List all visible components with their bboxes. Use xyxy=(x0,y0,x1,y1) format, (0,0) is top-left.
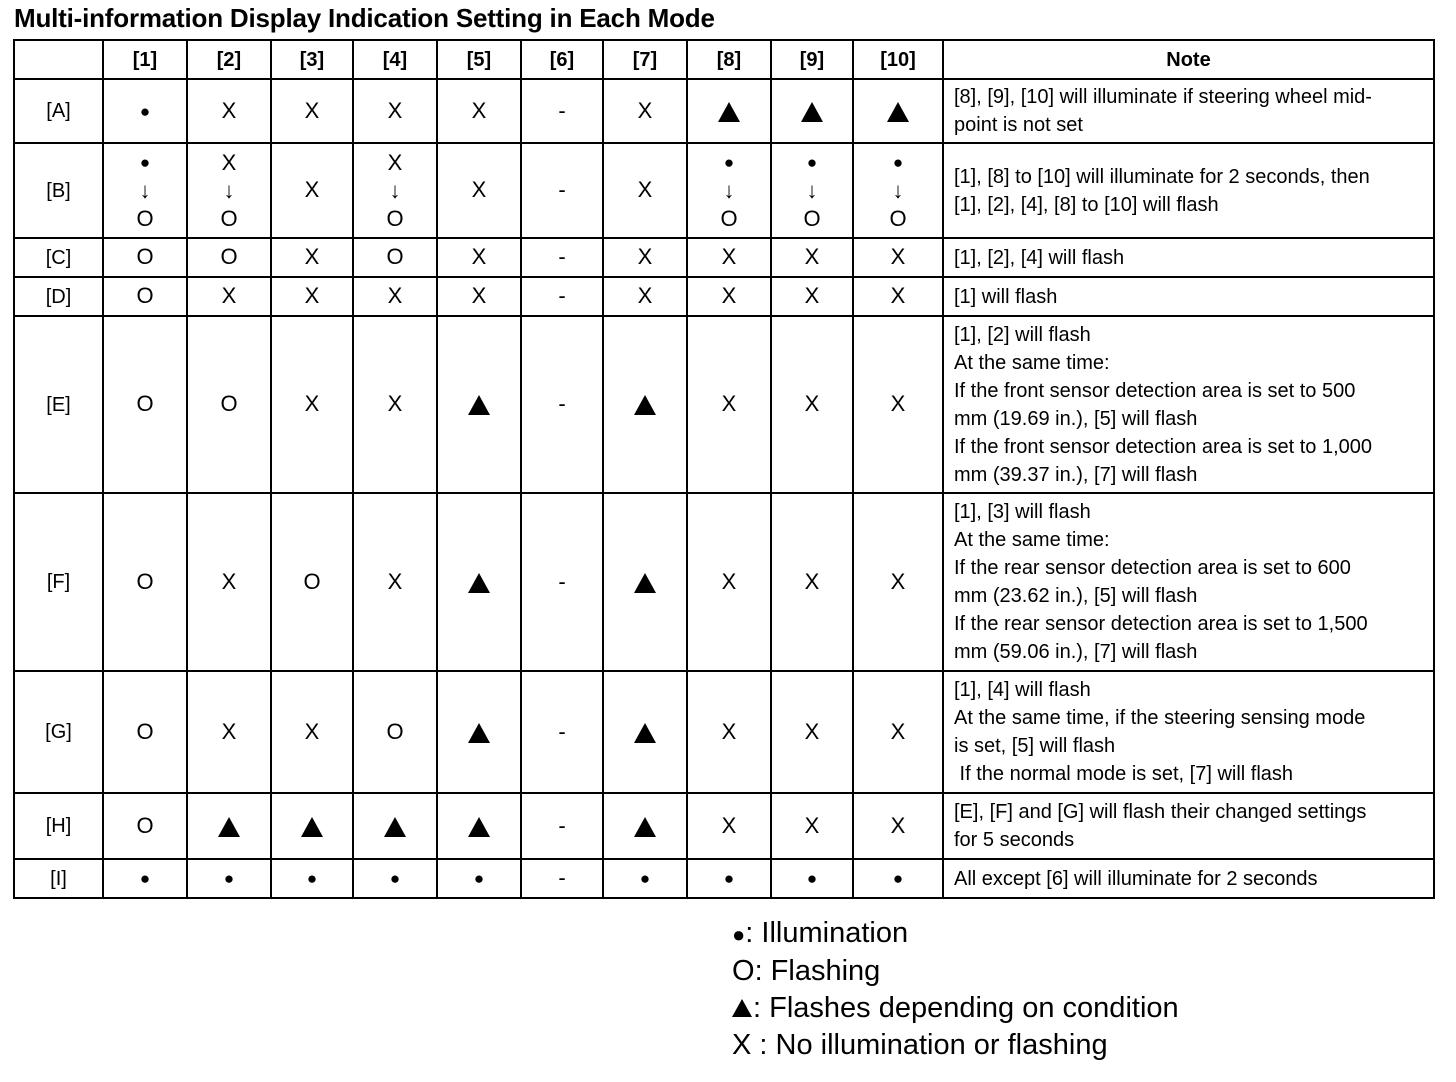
no-illumination-symbol: X xyxy=(637,283,653,308)
indicator-cell xyxy=(353,793,437,859)
no-illumination-symbol: X xyxy=(471,177,487,202)
dash-symbol: - xyxy=(558,283,566,308)
no-illumination-symbol: X xyxy=(890,718,906,744)
indicator-cell xyxy=(271,143,353,238)
no-illumination-symbol: X xyxy=(304,283,320,308)
indicator-cell xyxy=(103,277,187,316)
no-illumination-symbol: X xyxy=(890,391,906,416)
table-row xyxy=(14,493,1434,671)
no-illumination-symbol: X xyxy=(221,97,237,123)
indicator-cell xyxy=(853,238,943,277)
no-illumination-symbol: X xyxy=(721,568,737,594)
indicator-cell xyxy=(353,859,437,898)
note-cell xyxy=(943,143,1434,238)
no-illumination-symbol: X xyxy=(804,244,820,269)
indicator-cell xyxy=(771,671,853,793)
indicator-cell xyxy=(771,143,853,238)
note-line: If the front sensor detection area is set to 500 xyxy=(954,379,1356,402)
conditional-flash-triangle-icon xyxy=(301,817,323,837)
header-column-10: [10] xyxy=(853,40,943,79)
no-illumination-symbol: X xyxy=(890,283,906,308)
table-row xyxy=(14,859,1434,898)
indicator-cell xyxy=(187,671,271,793)
indicator-cell xyxy=(271,316,353,493)
note-line: [8], [9], [10] will illuminate if steering wheel mid- xyxy=(954,86,1372,108)
indicator-cell xyxy=(853,493,943,671)
illumination-symbol: ● xyxy=(389,869,401,888)
flashing-symbol: O xyxy=(136,206,154,231)
conditional-flash-triangle-icon xyxy=(634,817,656,837)
indicator-cell xyxy=(771,79,853,143)
indicator-cell xyxy=(603,143,687,238)
table-row xyxy=(14,793,1434,859)
note-line: is set, [5] will flash xyxy=(954,735,1116,757)
note-line: If the rear sensor detection area is set to 1,500 xyxy=(954,613,1368,635)
no-illumination-symbol: X xyxy=(732,1029,752,1061)
no-illumination-symbol: X xyxy=(804,812,820,838)
no-illumination-symbol: X xyxy=(471,283,487,308)
note-cell xyxy=(943,671,1434,793)
illumination-symbol: ● xyxy=(892,869,904,888)
illumination-symbol: ● xyxy=(639,869,651,888)
indicator-cell xyxy=(771,277,853,316)
note-cell xyxy=(943,316,1434,493)
indicator-cell xyxy=(271,277,353,316)
header-column-5: [5] xyxy=(437,40,521,79)
indicator-cell xyxy=(687,859,771,898)
note-line: [1], [2], [4] will flash xyxy=(954,246,1125,269)
dash-symbol: - xyxy=(558,391,566,416)
indicator-cell xyxy=(603,859,687,898)
no-illumination-symbol: X xyxy=(890,244,906,269)
note-line: point is not set xyxy=(954,114,1083,136)
transition-stack xyxy=(136,149,153,233)
header-mode-cell xyxy=(14,40,103,79)
note-cell xyxy=(943,793,1434,859)
flashing-symbol: O xyxy=(889,206,907,231)
no-illumination-symbol: X xyxy=(721,718,737,744)
indicator-cell xyxy=(853,316,943,493)
transition-stack xyxy=(889,149,906,233)
indicator-cell xyxy=(521,793,603,859)
indicator-cell xyxy=(603,277,687,316)
note-line: [1], [3] will flash xyxy=(954,501,1091,523)
indicator-cell xyxy=(603,793,687,859)
conditional-flash-triangle-icon xyxy=(468,723,490,743)
flashing-symbol: O xyxy=(720,206,738,231)
indicator-cell xyxy=(437,793,521,859)
dash-symbol: - xyxy=(558,812,566,838)
note-line: mm (59.06 in.), [7] will flash xyxy=(954,641,1198,663)
flashing-symbol: O xyxy=(136,718,154,744)
indicator-cell xyxy=(437,859,521,898)
indicator-cell xyxy=(187,793,271,859)
no-illumination-symbol: X xyxy=(804,718,820,744)
conditional-flash-triangle-icon xyxy=(634,723,656,743)
indicator-cell xyxy=(853,143,943,238)
table-row xyxy=(14,79,1434,143)
legend xyxy=(732,915,1179,1064)
arrow-down-icon: ↓ xyxy=(806,178,818,203)
indicator-cell xyxy=(103,316,187,493)
indicator-cell xyxy=(521,277,603,316)
legend-text: : Flashing xyxy=(754,955,881,987)
arrow-down-icon: ↓ xyxy=(139,178,151,203)
header-column-9: [9] xyxy=(771,40,853,79)
row-label: [D] xyxy=(14,277,103,316)
indicator-cell xyxy=(353,277,437,316)
indicator-cell xyxy=(103,671,187,793)
note-line: mm (19.69 in.), [5] will flash xyxy=(954,407,1198,430)
note-line: [1], [2] will flash xyxy=(954,323,1091,346)
dash-symbol: - xyxy=(558,568,566,594)
no-illumination-symbol: X xyxy=(890,568,906,594)
flashing-symbol: O xyxy=(136,812,154,838)
indicator-cell xyxy=(603,79,687,143)
indicator-cell xyxy=(687,143,771,238)
note-cell xyxy=(943,493,1434,671)
flashing-symbol: O xyxy=(220,391,238,416)
indicator-cell xyxy=(187,277,271,316)
note-line: [E], [F] and [G] will flash their changed settings xyxy=(954,801,1367,823)
legend-item xyxy=(732,953,1179,990)
no-illumination-symbol: X xyxy=(721,812,737,838)
note-line: At the same time: xyxy=(954,529,1110,551)
indicator-cell xyxy=(271,238,353,277)
row-label: [A] xyxy=(14,79,103,143)
row-label: [I] xyxy=(14,859,103,898)
row-label: [G] xyxy=(14,671,103,793)
illumination-symbol: ● xyxy=(473,869,485,888)
indicator-cell xyxy=(437,143,521,238)
note-line: [1], [8] to [10] will illuminate for 2 seconds, then xyxy=(954,165,1370,188)
dash-symbol: - xyxy=(558,97,566,123)
conditional-flash-triangle-icon xyxy=(384,817,406,837)
indicator-cell xyxy=(437,277,521,316)
indicator-cell xyxy=(187,79,271,143)
indicator-cell xyxy=(103,238,187,277)
indicator-cell xyxy=(687,316,771,493)
indicator-cell xyxy=(687,493,771,671)
flashing-symbol: O xyxy=(136,283,154,308)
note-line: for 5 seconds xyxy=(954,829,1075,851)
indicator-cell xyxy=(687,793,771,859)
table-row xyxy=(14,238,1434,277)
table-row xyxy=(14,277,1434,316)
illumination-symbol: ● xyxy=(223,869,235,888)
table-body xyxy=(14,79,1434,898)
no-illumination-symbol: X xyxy=(221,149,237,175)
indicator-cell xyxy=(521,79,603,143)
flashing-symbol: O xyxy=(220,244,238,269)
no-illumination-symbol: X xyxy=(387,149,403,175)
illumination-symbol: ● xyxy=(139,869,151,888)
dash-symbol: - xyxy=(558,244,566,269)
flashing-symbol: O xyxy=(136,568,154,594)
no-illumination-symbol: X xyxy=(304,244,320,269)
header-column-4: [4] xyxy=(353,40,437,79)
flashing-symbol: O xyxy=(303,568,321,594)
header-column-3: [3] xyxy=(271,40,353,79)
indicator-cell xyxy=(687,671,771,793)
indicator-cell xyxy=(103,493,187,671)
row-label: [B] xyxy=(14,143,103,238)
header-column-1: [1] xyxy=(103,40,187,79)
no-illumination-symbol: X xyxy=(804,391,820,416)
note-line: [1], [4] will flash xyxy=(954,679,1091,701)
indicator-cell xyxy=(271,859,353,898)
note-line: mm (39.37 in.), [7] will flash xyxy=(954,463,1198,486)
indicator-cell xyxy=(353,79,437,143)
note-cell xyxy=(943,277,1434,316)
no-illumination-symbol: X xyxy=(387,283,403,308)
indicator-cell xyxy=(521,493,603,671)
illumination-symbol: ● xyxy=(306,869,318,888)
row-label: [H] xyxy=(14,793,103,859)
header-row xyxy=(14,40,1434,79)
flashing-symbol: O xyxy=(803,206,821,231)
no-illumination-symbol: X xyxy=(804,568,820,594)
indicator-cell xyxy=(437,79,521,143)
dash-symbol: - xyxy=(558,177,566,202)
note-line: If the rear sensor detection area is set to 600 xyxy=(954,557,1351,579)
illumination-symbol: ● xyxy=(723,869,735,888)
indicator-cell xyxy=(771,793,853,859)
conditional-flash-triangle-icon xyxy=(887,102,909,122)
table-row xyxy=(14,316,1434,493)
indicator-cell xyxy=(353,671,437,793)
transition-stack xyxy=(803,149,820,233)
no-illumination-symbol: X xyxy=(304,718,320,744)
indicator-cell xyxy=(187,143,271,238)
conditional-flash-triangle-icon xyxy=(468,817,490,837)
indicator-cell xyxy=(103,793,187,859)
illumination-symbol: ● xyxy=(806,869,818,888)
flashing-symbol: O xyxy=(136,391,154,416)
no-illumination-symbol: X xyxy=(890,812,906,838)
indicator-cell xyxy=(603,671,687,793)
indicator-cell xyxy=(187,859,271,898)
indicator-cell xyxy=(603,493,687,671)
legend-item xyxy=(732,1027,1179,1064)
header-column-8: [8] xyxy=(687,40,771,79)
dash-symbol: - xyxy=(558,865,566,890)
header-column-7: [7] xyxy=(603,40,687,79)
indicator-cell xyxy=(521,671,603,793)
indicator-cell xyxy=(603,238,687,277)
conditional-flash-triangle-icon xyxy=(634,395,656,415)
no-illumination-symbol: X xyxy=(471,244,487,269)
no-illumination-symbol: X xyxy=(221,718,237,744)
no-illumination-symbol: X xyxy=(387,97,403,123)
conditional-flash-triangle-icon xyxy=(468,395,490,415)
indicator-cell xyxy=(437,493,521,671)
indicator-cell xyxy=(437,316,521,493)
indicator-cell xyxy=(853,859,943,898)
indicator-cell xyxy=(187,238,271,277)
indicator-cell xyxy=(853,79,943,143)
no-illumination-symbol: X xyxy=(221,568,237,594)
no-illumination-symbol: X xyxy=(304,97,320,123)
flashing-symbol: O xyxy=(220,205,238,231)
row-label: [E] xyxy=(14,316,103,493)
illumination-symbol: ● xyxy=(806,153,818,172)
note-line: [1] will flash xyxy=(954,285,1058,308)
flashing-symbol: O xyxy=(136,244,154,269)
conditional-flash-triangle-icon xyxy=(718,102,740,122)
indicator-cell xyxy=(687,238,771,277)
legend-item xyxy=(732,990,1179,1027)
indicator-cell xyxy=(771,238,853,277)
row-label: [F] xyxy=(14,493,103,671)
transition-stack xyxy=(220,149,237,233)
no-illumination-symbol: X xyxy=(637,97,653,123)
indicator-cell xyxy=(353,143,437,238)
dash-symbol: - xyxy=(558,718,566,744)
indicator-cell xyxy=(521,238,603,277)
illumination-symbol: ● xyxy=(139,101,151,121)
indicator-cell xyxy=(271,79,353,143)
note-cell xyxy=(943,859,1434,898)
indicator-cell xyxy=(771,859,853,898)
note-line: If the normal mode is set, [7] will flash xyxy=(954,763,1294,785)
arrow-down-icon: ↓ xyxy=(892,178,904,203)
arrow-down-icon: ↓ xyxy=(723,178,735,203)
indicator-cell xyxy=(521,859,603,898)
illumination-symbol: ● xyxy=(139,153,151,172)
table-row xyxy=(14,671,1434,793)
indicator-cell xyxy=(437,671,521,793)
indicator-cell xyxy=(187,493,271,671)
indicator-cell xyxy=(521,316,603,493)
note-line: All except [6] will illuminate for 2 seconds xyxy=(954,867,1318,890)
indicator-cell xyxy=(353,238,437,277)
indicator-cell xyxy=(271,493,353,671)
note-line: At the same time: xyxy=(954,351,1110,374)
arrow-down-icon: ↓ xyxy=(223,177,235,203)
page-title: Multi-information Display Indication Setting in Each Mode xyxy=(14,3,715,33)
indicator-cell xyxy=(271,671,353,793)
flashing-symbol: O xyxy=(386,244,404,269)
conditional-flash-triangle-icon xyxy=(732,999,752,1017)
indicator-cell xyxy=(103,79,187,143)
indicator-cell xyxy=(437,238,521,277)
indicator-cell xyxy=(103,859,187,898)
legend-item xyxy=(732,915,1179,953)
note-line: If the front sensor detection area is set to 1,000 xyxy=(954,435,1373,458)
arrow-down-icon: ↓ xyxy=(389,177,401,203)
conditional-flash-triangle-icon xyxy=(634,573,656,593)
indicator-cell xyxy=(187,316,271,493)
header-column-6: [6] xyxy=(521,40,603,79)
indicator-cell xyxy=(603,316,687,493)
header-column-2: [2] xyxy=(187,40,271,79)
conditional-flash-triangle-icon xyxy=(468,573,490,593)
no-illumination-symbol: X xyxy=(471,97,487,123)
no-illumination-symbol: X xyxy=(387,391,403,416)
note-line: At the same time, if the steering sensing mode xyxy=(954,707,1366,729)
transition-stack xyxy=(720,149,737,233)
flashing-symbol: O xyxy=(732,955,755,987)
no-illumination-symbol: X xyxy=(721,283,737,308)
no-illumination-symbol: X xyxy=(637,177,653,202)
indicator-cell xyxy=(771,493,853,671)
indicator-cell xyxy=(853,277,943,316)
flashing-symbol: O xyxy=(386,205,404,231)
indicator-cell xyxy=(271,793,353,859)
illumination-symbol: ● xyxy=(723,153,735,172)
conditional-flash-triangle-icon xyxy=(218,817,240,837)
note-line: [1], [2], [4], [8] to [10] will flash xyxy=(954,193,1219,216)
indicator-cell xyxy=(353,493,437,671)
indicator-cell xyxy=(521,143,603,238)
indication-table xyxy=(13,39,1435,899)
legend-text: : Illumination xyxy=(745,917,909,949)
illumination-symbol: ● xyxy=(732,922,746,947)
table-row xyxy=(14,143,1434,238)
indicator-cell xyxy=(771,316,853,493)
indicator-cell xyxy=(853,671,943,793)
indicator-cell xyxy=(687,79,771,143)
legend-text: : No illumination or flashing xyxy=(751,1029,1108,1061)
no-illumination-symbol: X xyxy=(304,177,320,202)
no-illumination-symbol: X xyxy=(721,391,737,416)
conditional-flash-triangle-icon xyxy=(801,102,823,122)
legend-text: : Flashes depending on condition xyxy=(753,992,1179,1024)
no-illumination-symbol: X xyxy=(304,391,320,416)
transition-stack xyxy=(386,149,403,233)
note-cell xyxy=(943,238,1434,277)
no-illumination-symbol: X xyxy=(804,283,820,308)
no-illumination-symbol: X xyxy=(721,244,737,269)
row-label: [C] xyxy=(14,238,103,277)
indicator-cell xyxy=(687,277,771,316)
indicator-cell xyxy=(103,143,187,238)
illumination-symbol: ● xyxy=(892,153,904,172)
flashing-symbol: O xyxy=(386,718,404,744)
note-line: mm (23.62 in.), [5] will flash xyxy=(954,585,1198,607)
no-illumination-symbol: X xyxy=(637,244,653,269)
indicator-cell xyxy=(353,316,437,493)
indicator-cell xyxy=(853,793,943,859)
header-note: Note xyxy=(943,40,1434,79)
no-illumination-symbol: X xyxy=(221,283,237,308)
note-cell xyxy=(943,79,1434,143)
no-illumination-symbol: X xyxy=(387,568,403,594)
